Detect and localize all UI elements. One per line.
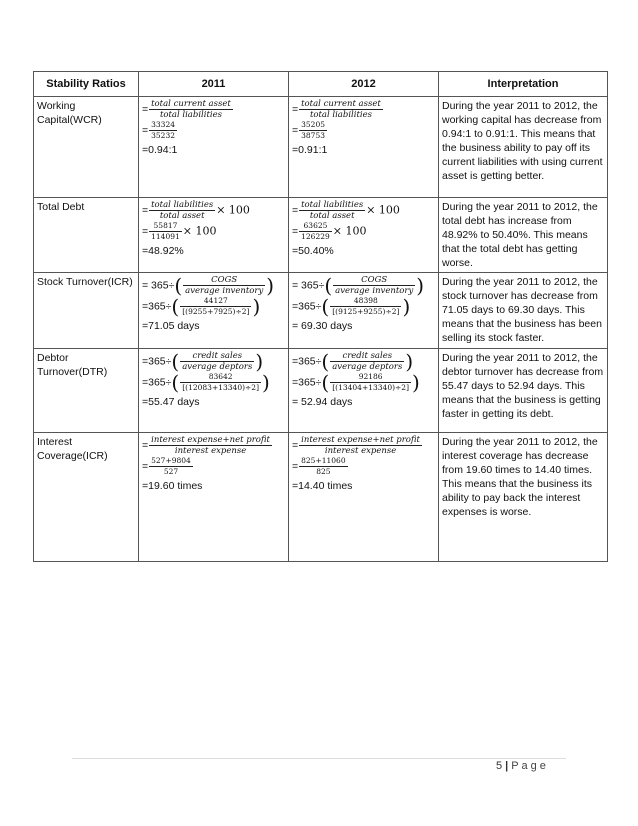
stability-ratios-table bbox=[33, 71, 608, 562]
ratio-name: Total Debt bbox=[34, 198, 139, 273]
calc-2012: =365÷( $\frac{\text{credit sales}}{\text{average deptors}}$ ) =365÷( $\frac{92186}{[(13404+13340)\div 2]}$ ) = 52.94 days bbox=[289, 349, 439, 433]
calc-2012: = 365÷( $\frac{\text{COGS}}{\text{average inventory}}$ ) =365÷( $\frac{48398}{[(9125+9255)\div 2]}$ ) = 69.30 days bbox=[289, 273, 439, 349]
interpretation-text: During the year 2011 to 2012, the interest coverage has decrease from 19.60 times to 14.40 times. This means that the business its ability to pay back the interest expenses is worse. bbox=[439, 433, 608, 562]
calc-2012: = $\frac{\text{total current asset}}{\text{total liabilities}}$ = $\frac{35205}{38753}$ =0.91:1 bbox=[289, 97, 439, 198]
page-number: 5 bbox=[496, 760, 503, 772]
header-2012: 2012 bbox=[289, 72, 439, 97]
table-row bbox=[34, 198, 608, 273]
result-value: =48.92% bbox=[142, 245, 184, 257]
result-value: =0.91:1 bbox=[292, 144, 328, 156]
calc-2011: = $\frac{\text{interest expense+net profit}}{\text{interest expense}}$ = $\frac{527+9804}{527}$ =19.60 times bbox=[139, 433, 289, 562]
ratio-name: Debtor Turnover(DTR) bbox=[34, 349, 139, 433]
page-word: Page bbox=[511, 760, 549, 772]
page-separator: | bbox=[505, 760, 509, 772]
interpretation-text: During the year 2011 to 2012, the debtor turnover has decrease from 55.47 days to 52.94 days. This means that the business is getting faster in getting its debt. bbox=[439, 349, 608, 433]
calc-2012: = $\frac{\text{interest expense+net profit}}{\text{interest expense}}$ = $\frac{825+11060}{825}$ =14.40 times bbox=[289, 433, 439, 562]
result-value: =0.94:1 bbox=[142, 144, 178, 156]
result-value: = 69.30 days bbox=[292, 320, 353, 332]
header-row bbox=[34, 72, 608, 97]
interpretation-text: During the year 2011 to 2012, the working capital has decrease from 0.94:1 to 0.91:1. This means that the business ability to pay off its current liabilities with using current asset is getting better. bbox=[439, 97, 608, 198]
ratio-name: Working Capital(WCR) bbox=[34, 97, 139, 198]
table-row bbox=[34, 97, 608, 198]
header-interpretation: Interpretation bbox=[439, 72, 608, 97]
calc-2011: = $\frac{\text{total current asset}}{\text{total liabilities}}$ = $\frac{33324}{35232}$ =0.94:1 bbox=[139, 97, 289, 198]
result-value: =55.47 days bbox=[142, 396, 200, 408]
result-value: =19.60 times bbox=[142, 480, 203, 492]
result-value: =71.05 days bbox=[142, 320, 200, 332]
calc-2011: = 365÷( $\frac{\text{COGS}}{\text{average inventory}}$ ) =365÷( $\frac{44127}{[(9255+7925)\div 2]}$ ) =71.05 days bbox=[139, 273, 289, 349]
calc-2011: = $\frac{\text{total liabilities}}{\text{total asset}}$ × 100 = $\frac{55817}{114091}$ × 100 =48.92% bbox=[139, 198, 289, 273]
header-2011: 2011 bbox=[139, 72, 289, 97]
header-stability-ratios: Stability Ratios bbox=[34, 72, 139, 97]
calc-2012: = $\frac{\text{total liabilities}}{\text{total asset}}$ × 100 = $\frac{63625}{126229}$ × 100 =50.40% bbox=[289, 198, 439, 273]
ratio-name: Interest Coverage(ICR) bbox=[34, 433, 139, 562]
table-row bbox=[34, 349, 608, 433]
result-value: = 52.94 days bbox=[292, 396, 353, 408]
footer-divider bbox=[72, 758, 566, 759]
result-value: =14.40 times bbox=[292, 480, 353, 492]
interpretation-text: During the year 2011 to 2012, the stock turnover has decrease from 71.05 days to 69.30 days. This means that the business has been selling its stock faster. bbox=[439, 273, 608, 349]
interpretation-text: During the year 2011 to 2012, the total debt has increase from 48.92% to 50.40%. This means that the total debt has getting worse. bbox=[439, 198, 608, 273]
result-value: =50.40% bbox=[292, 245, 334, 257]
table-row bbox=[34, 433, 608, 562]
ratio-name: Stock Turnover(ICR) bbox=[34, 273, 139, 349]
table-row bbox=[34, 273, 608, 349]
page-footer bbox=[496, 760, 549, 772]
calc-2011: =365÷( $\frac{\text{credit sales}}{\text{average deptors}}$ ) =365÷( $\frac{83642}{[(12083+13340)\div 2]}$ ) =55.47 days bbox=[139, 349, 289, 433]
